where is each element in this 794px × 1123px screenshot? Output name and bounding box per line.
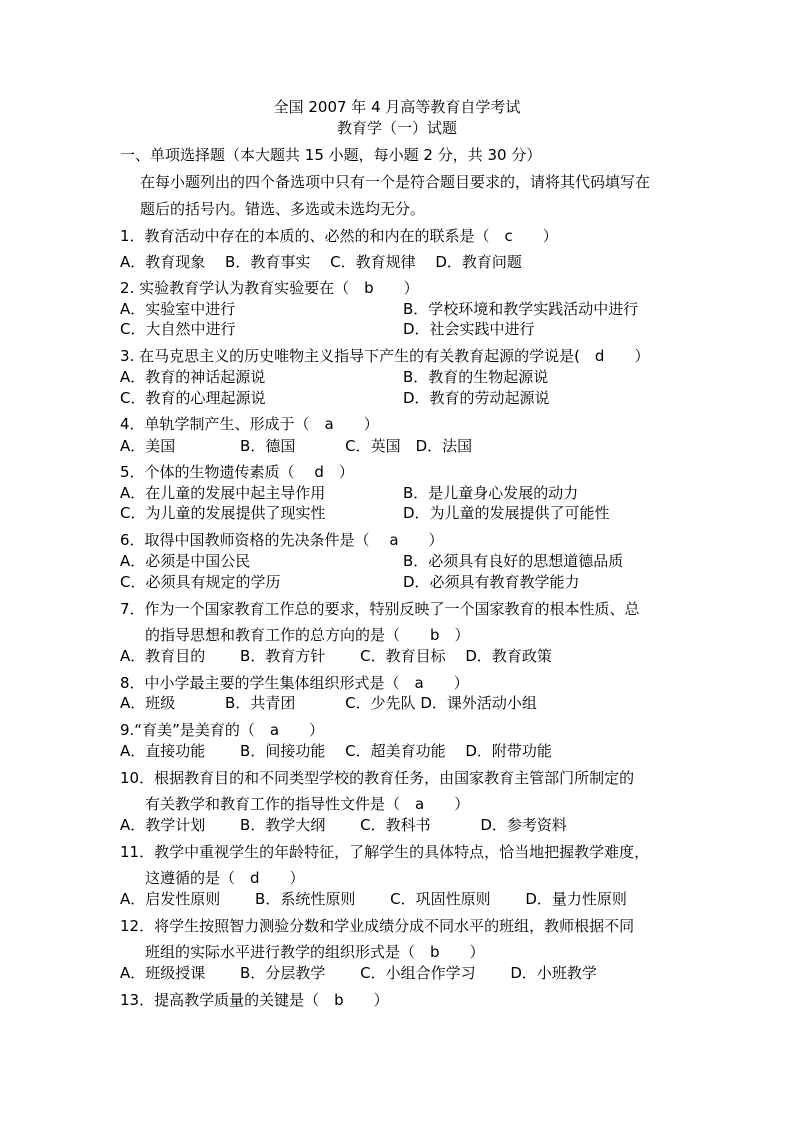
option-b: B．教育的生物起源说 <box>403 368 549 386</box>
section-heading: 一、单项选择题（本大题共 15 小题，每小题 2 分，共 30 分） <box>120 146 542 164</box>
option-b: B．是儿童身心发展的动力 <box>403 484 579 502</box>
option-a: A．在儿童的发展中起主导作用 <box>120 484 326 502</box>
question-stem: 13．提高教学质量的关键是（ b ） <box>120 991 389 1009</box>
section-instruction-cont: 题后的括号内。错选、多选或未选均无分。 <box>140 200 426 218</box>
option-a: A．教育的神话起源说 <box>120 368 266 386</box>
option-d: D．为儿童的发展提供了可能性 <box>403 504 610 522</box>
question-options: A．美国 B．德国 C．英国 D．法国 <box>120 437 473 455</box>
question-stem-cont: 有关教学和教育工作的指导性文件是（ a ） <box>145 795 470 813</box>
option-a: A．必须是中国公民 <box>120 552 251 570</box>
question-stem: 1．教育活动中存在的本质的、必然的和内在的联系是（ c ） <box>120 227 558 245</box>
option-d: D．教育的劳动起源说 <box>403 389 550 407</box>
option-b: B．学校环境和教学实践活动中进行 <box>403 300 639 318</box>
option-c: C．大自然中进行 <box>120 320 236 338</box>
option-b: B．必须具有良好的思想道德品质 <box>403 552 624 570</box>
question-options: A．班级授课 B．分层教学 C．小组合作学习 D．小班教学 <box>120 964 597 982</box>
question-options: A．教育现象 B．教育事实 C．教育规律 D．教育问题 <box>120 253 522 271</box>
question-stem: 6．取得中国教师资格的先决条件是（ a ） <box>120 531 444 549</box>
question-options: A．启发性原则 B．系统性原则 C．巩固性原则 D．量力性原则 <box>120 890 627 908</box>
question-stem: 11．教学中重视学生的年龄特征，了解学生的具体特点，恰当地把握教学难度， <box>120 843 650 861</box>
option-c: C．为儿童的发展提供了现实性 <box>120 504 326 522</box>
option-a: A．实验室中进行 <box>120 300 236 318</box>
question-stem-cont: 的指导思想和教育工作的总方向的是（ b ） <box>145 626 470 644</box>
question-options: A．班级 B．共青团 C．少先队 D．课外活动小组 <box>120 694 537 712</box>
section-instruction: 在每小题列出的四个备选项中只有一个是符合题目要求的，请将其代码填写在 <box>140 173 651 191</box>
option-d: D．必须具有教育教学能力 <box>403 573 580 591</box>
question-options: A．直接功能 B．间接功能 C．超美育功能 D．附带功能 <box>120 742 552 760</box>
option-c: C．教育的心理起源说 <box>120 389 266 407</box>
question-stem: 3. 在马克思主义的历史唯物主义指导下产生的有关教育起源的学说是( d ） <box>120 347 650 365</box>
question-stem-cont: 班组的实际水平进行教学的组织形式是（ b ） <box>145 943 485 961</box>
question-stem: 2. 实验教育学认为教育实验要在（ b ） <box>120 279 419 297</box>
question-stem: 5．个体的生物遗传素质（ d ） <box>120 463 354 481</box>
option-d: D．社会实践中进行 <box>403 320 535 338</box>
option-c: C．必须具有规定的学历 <box>120 573 281 591</box>
question-stem: 9.“育美”是美育的（ a ） <box>120 721 325 739</box>
question-stem: 10．根据教育目的和不同类型学校的教育任务，由国家教育主管部门所制定的 <box>120 769 635 787</box>
question-stem: 7．作为一个国家教育工作总的要求，特别反映了一个国家教育的根本性质、总 <box>120 600 640 618</box>
exam-subtitle: 教育学（一）试题 <box>336 119 457 137</box>
question-options: A．教育目的 B．教育方针 C．教育目标 D．教育政策 <box>120 647 552 665</box>
question-options: A．教学计划 B．教学大纲 C．教科书 D．参考资料 <box>120 816 567 834</box>
question-stem: 12．将学生按照智力测验分数和学业成绩分成不同水平的班组，教师根据不同 <box>120 917 635 935</box>
exam-title: 全国 2007 年 4 月高等教育自学考试 <box>273 98 521 116</box>
question-stem: 4．单轨学制产生、形成于（ a ） <box>120 415 379 433</box>
question-stem-cont: 这遵循的是（ d ） <box>145 869 305 887</box>
question-stem: 8．中小学最主要的学生集体组织形式是（ a ） <box>120 674 469 692</box>
